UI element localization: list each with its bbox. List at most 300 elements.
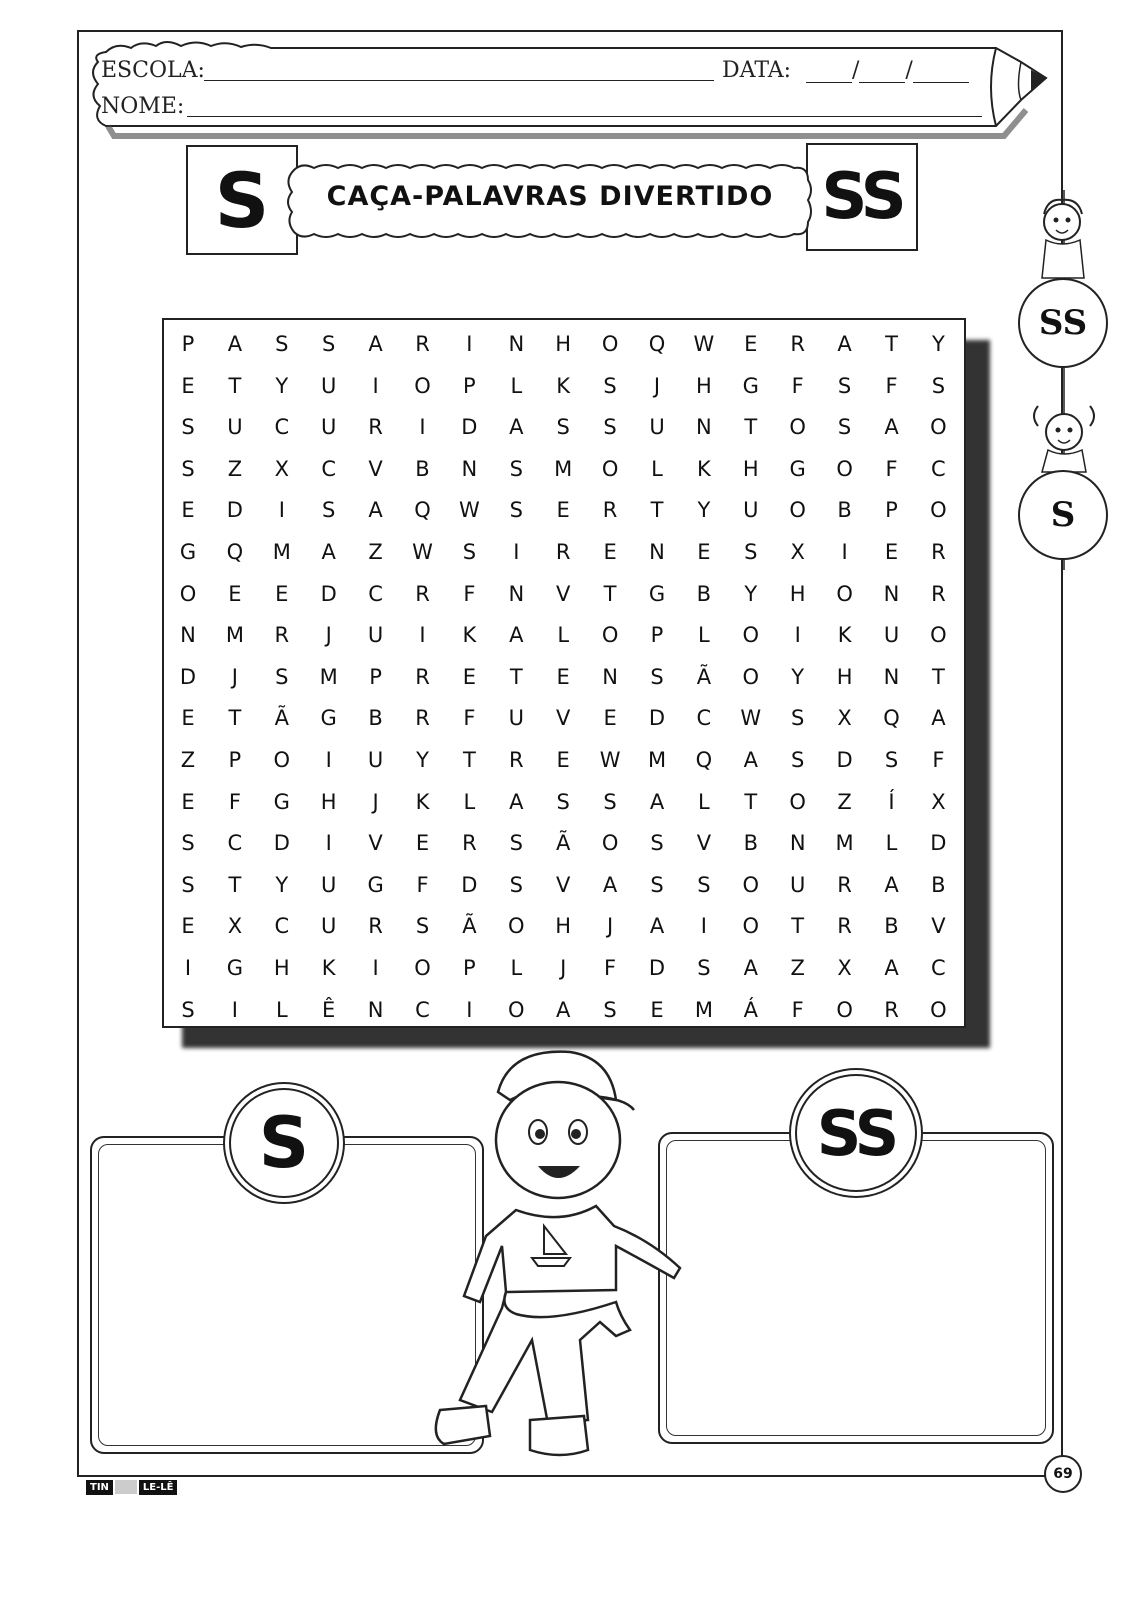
grid-cell[interactable]: T xyxy=(228,706,242,731)
grid-cell[interactable]: O xyxy=(742,664,760,689)
page-number: 69 xyxy=(1053,1466,1073,1482)
name-field[interactable] xyxy=(187,116,982,117)
grid-cell[interactable]: I xyxy=(466,997,473,1022)
grid-cell[interactable]: N xyxy=(883,664,900,689)
grid-cell[interactable]: F xyxy=(932,748,945,772)
grid-cell[interactable]: Z xyxy=(837,789,852,814)
grid-cell[interactable]: R xyxy=(931,540,946,564)
grid-cell[interactable]: A xyxy=(509,415,524,440)
grid-cell[interactable]: A xyxy=(884,956,899,980)
grid-cell[interactable]: J xyxy=(606,914,614,939)
grid-cell[interactable]: G xyxy=(789,456,806,481)
school-field[interactable] xyxy=(204,80,714,81)
grid-cell[interactable]: P xyxy=(369,664,382,689)
grid-cell[interactable]: A xyxy=(321,540,336,564)
grid-cell[interactable]: S xyxy=(415,914,430,939)
grid-cell[interactable]: P xyxy=(463,373,476,398)
grid-cell[interactable]: E xyxy=(556,664,570,689)
grid-cell[interactable]: L xyxy=(698,789,710,814)
grid-cell[interactable]: S xyxy=(181,997,195,1022)
grid-cell[interactable]: R xyxy=(837,914,852,939)
grid-cell[interactable]: T xyxy=(885,332,898,356)
grid-cell[interactable]: S xyxy=(791,748,805,772)
grid-cell[interactable]: E xyxy=(603,540,617,564)
grid-cell[interactable]: O xyxy=(836,997,853,1022)
grid-cell[interactable]: T xyxy=(228,872,242,897)
grid-cell[interactable]: O xyxy=(789,498,806,523)
grid-cell[interactable]: S xyxy=(181,456,195,481)
grid-cell[interactable]: L xyxy=(698,623,710,648)
grid-cell[interactable]: B xyxy=(368,706,383,731)
grid-cell[interactable]: O xyxy=(930,498,947,523)
grid-cell[interactable]: S xyxy=(744,540,758,564)
grid-cell[interactable]: B xyxy=(931,872,946,897)
grid-cell[interactable]: L xyxy=(510,373,523,398)
grid-cell[interactable]: R xyxy=(931,581,946,606)
grid-cell[interactable]: Ã xyxy=(696,664,712,689)
grid-cell[interactable]: S xyxy=(462,540,477,564)
grid-cell[interactable]: T xyxy=(791,914,805,939)
grid-cell[interactable]: O xyxy=(742,914,760,939)
grid-cell[interactable]: O xyxy=(414,956,431,980)
grid-cell[interactable]: H xyxy=(695,373,712,398)
grid-cell[interactable]: R xyxy=(415,664,430,689)
grid-cell[interactable]: G xyxy=(320,706,337,731)
grid-cell[interactable]: K xyxy=(321,956,336,980)
grid-cell[interactable]: I xyxy=(372,956,379,980)
grid-cell[interactable]: W xyxy=(412,540,433,564)
grid-cell[interactable]: O xyxy=(742,623,760,648)
grid-cell[interactable]: L xyxy=(651,456,663,481)
grid-cell[interactable]: S xyxy=(791,706,805,731)
grid-cell[interactable]: X xyxy=(837,956,852,980)
grid-cell[interactable]: N xyxy=(602,664,618,689)
grid-cell[interactable]: V xyxy=(556,706,571,731)
grid-cell[interactable]: L xyxy=(557,623,570,648)
grid-cell[interactable]: S xyxy=(603,415,617,440)
grid-cell[interactable]: A xyxy=(837,332,852,356)
grid-cell[interactable]: U xyxy=(227,415,243,440)
grid-cell[interactable]: O xyxy=(508,914,525,939)
grid-cell[interactable]: S xyxy=(603,373,617,398)
grid-cell[interactable]: T xyxy=(650,498,664,523)
grid-cell[interactable]: R xyxy=(555,540,571,564)
grid-cell[interactable]: B xyxy=(837,498,852,523)
grid-cell[interactable]: D xyxy=(226,498,243,523)
grid-cell[interactable]: N xyxy=(696,415,712,440)
grid-cell[interactable]: Ã xyxy=(462,914,477,939)
grid-cell[interactable]: U xyxy=(321,914,337,939)
grid-cell[interactable]: H xyxy=(836,664,853,689)
grid-cell[interactable]: S xyxy=(181,872,195,897)
grid-cell[interactable]: Y xyxy=(931,332,945,356)
grid-cell[interactable]: R xyxy=(884,997,899,1022)
grid-cell[interactable]: R xyxy=(837,872,852,897)
grid-cell[interactable]: F xyxy=(463,706,476,731)
grid-cell[interactable]: D xyxy=(273,831,290,856)
grid-cell[interactable]: N xyxy=(367,997,384,1022)
grid-cell[interactable]: D xyxy=(930,831,947,856)
grid-cell[interactable]: S xyxy=(322,332,336,356)
grid-cell[interactable]: Ã xyxy=(556,831,571,856)
grid-cell[interactable]: F xyxy=(885,373,898,398)
grid-cell[interactable]: I xyxy=(700,914,707,939)
grid-cell[interactable]: S xyxy=(181,831,195,856)
grid-cell[interactable]: U xyxy=(790,872,806,897)
grid-cell[interactable]: P xyxy=(228,748,242,772)
grid-cell[interactable]: C xyxy=(368,581,383,606)
grid-cell[interactable]: E xyxy=(697,540,711,564)
grid-cell[interactable]: V xyxy=(696,831,712,856)
grid-cell[interactable]: A xyxy=(227,332,243,356)
grid-cell[interactable]: C xyxy=(696,706,712,731)
grid-cell[interactable]: I xyxy=(372,373,379,398)
grid-cell[interactable]: D xyxy=(179,664,197,689)
grid-cell[interactable]: B xyxy=(415,456,430,481)
grid-cell[interactable]: Z xyxy=(368,540,383,564)
grid-cell[interactable]: H xyxy=(320,789,337,814)
grid-cell[interactable]: E xyxy=(650,997,664,1022)
grid-cell[interactable]: O xyxy=(601,623,619,648)
grid-cell[interactable]: F xyxy=(604,956,617,980)
grid-cell[interactable]: R xyxy=(790,332,805,356)
grid-cell[interactable]: O xyxy=(930,415,947,440)
grid-cell[interactable]: X xyxy=(837,706,852,731)
grid-cell[interactable]: T xyxy=(744,789,758,814)
grid-cell[interactable]: Í xyxy=(888,789,895,814)
grid-cell[interactable]: K xyxy=(415,789,430,814)
grid-cell[interactable]: K xyxy=(556,373,571,398)
grid-cell[interactable]: H xyxy=(555,914,572,939)
grid-cell[interactable]: R xyxy=(415,581,430,606)
grid-cell[interactable]: I xyxy=(184,956,192,980)
grid-cell[interactable]: T xyxy=(744,415,758,440)
grid-cell[interactable]: R xyxy=(368,415,383,440)
grid-cell[interactable]: E xyxy=(181,789,195,814)
grid-cell[interactable]: A xyxy=(509,623,524,648)
grid-cell[interactable]: E xyxy=(181,914,195,939)
school-label: ESCOLA: xyxy=(101,58,205,83)
date-field[interactable]: / / xyxy=(806,58,969,83)
grid-cell[interactable]: O xyxy=(836,581,853,606)
grid-cell[interactable]: D xyxy=(320,581,337,606)
grid-cell[interactable]: X xyxy=(931,789,946,814)
grid-cell[interactable]: I xyxy=(231,997,238,1022)
grid-cell[interactable]: Á xyxy=(743,997,758,1022)
grid-cell[interactable]: W xyxy=(740,706,762,731)
grid-cell[interactable]: G xyxy=(273,789,290,814)
grid-cell[interactable]: D xyxy=(461,415,478,440)
grid-cell[interactable]: Q xyxy=(414,498,431,523)
grid-cell[interactable]: B xyxy=(884,914,899,939)
grid-cell[interactable]: V xyxy=(556,581,571,606)
grid-cell[interactable]: S xyxy=(556,415,570,440)
grid-cell[interactable]: K xyxy=(697,456,711,481)
grid-cell[interactable]: U xyxy=(743,498,759,523)
grid-cell[interactable]: S xyxy=(603,789,617,814)
grid-cell[interactable]: A xyxy=(368,498,383,523)
grid-cell[interactable]: I xyxy=(466,332,473,356)
grid-cell[interactable]: H xyxy=(742,456,759,481)
grid-cell[interactable]: H xyxy=(555,332,572,356)
grid-cell[interactable]: U xyxy=(508,706,524,731)
grid-cell[interactable]: I xyxy=(794,623,801,648)
grid-cell[interactable]: N xyxy=(461,456,478,481)
grid-cell[interactable]: Z xyxy=(227,456,243,481)
grid-cell[interactable]: N xyxy=(789,831,806,856)
grid-cell[interactable]: B xyxy=(743,831,758,856)
grid-cell[interactable]: W xyxy=(599,748,621,772)
grid-cell[interactable]: S xyxy=(509,498,523,523)
grid-cell[interactable]: J xyxy=(560,956,567,980)
grid-cell[interactable]: T xyxy=(603,581,617,606)
grid-cell[interactable]: P xyxy=(181,332,195,356)
grid-cell[interactable]: S xyxy=(275,664,289,689)
grid-cell[interactable]: V xyxy=(368,831,383,856)
grid-cell[interactable]: O xyxy=(789,789,806,814)
grid-cell[interactable]: I xyxy=(419,623,426,648)
grid-cell[interactable]: W xyxy=(459,498,480,523)
grid-cell[interactable]: X xyxy=(790,540,805,564)
logo-graphic xyxy=(115,1480,137,1494)
grid-cell[interactable]: K xyxy=(837,623,852,648)
boy-illustration xyxy=(420,1040,700,1480)
grid-cell[interactable]: I xyxy=(419,415,426,440)
grid-cell[interactable]: R xyxy=(368,914,383,939)
grid-cell[interactable]: G xyxy=(179,540,197,564)
grid-cell[interactable]: S xyxy=(650,831,664,856)
grid-cell[interactable]: O xyxy=(179,581,197,606)
grid-cell[interactable]: A xyxy=(884,872,899,897)
grid-cell[interactable]: L xyxy=(510,956,523,980)
grid-cell[interactable]: V xyxy=(556,872,571,897)
grid-cell[interactable]: J xyxy=(231,664,238,689)
grid-cell[interactable]: S xyxy=(697,872,711,897)
grid-cell[interactable]: M xyxy=(647,748,667,772)
grid-cell[interactable]: E xyxy=(275,581,289,606)
grid-cell[interactable]: C xyxy=(931,456,946,481)
grid-cell[interactable]: S xyxy=(603,997,617,1022)
grid-cell[interactable]: Q xyxy=(883,706,900,731)
grid-cell[interactable]: E xyxy=(744,332,758,356)
grid-cell[interactable]: H xyxy=(789,581,806,606)
answer-label-ss: SS xyxy=(795,1074,917,1192)
grid-cell[interactable]: O xyxy=(836,456,853,481)
grid-cell[interactable]: G xyxy=(367,872,384,897)
grid-cell[interactable]: E xyxy=(415,831,430,856)
grid-cell[interactable]: S xyxy=(837,415,852,440)
grid-cell[interactable]: O xyxy=(601,332,619,356)
grid-cell[interactable]: Y xyxy=(416,748,429,772)
grid-cell[interactable]: T xyxy=(462,748,476,772)
grid-cell[interactable]: A xyxy=(509,789,524,814)
grid-cell[interactable]: B xyxy=(696,581,712,606)
grid-cell[interactable]: U xyxy=(367,748,384,772)
grid-cell[interactable]: X xyxy=(227,914,243,939)
grid-cell[interactable]: M xyxy=(694,997,713,1022)
grid-cell[interactable]: Q xyxy=(695,748,713,772)
grid-cell[interactable]: S xyxy=(556,789,570,814)
grid-cell[interactable]: M xyxy=(319,664,338,689)
grid-cell[interactable]: Y xyxy=(275,872,289,897)
grid-cell[interactable]: P xyxy=(650,623,664,648)
grid-cell[interactable]: J xyxy=(372,789,379,814)
grid-cell[interactable]: S xyxy=(697,956,711,980)
grid-cell[interactable]: C xyxy=(227,831,243,856)
grid-cell[interactable]: C xyxy=(274,914,290,939)
grid-cell[interactable]: S xyxy=(650,872,664,897)
grid-cell[interactable]: U xyxy=(883,623,900,648)
grid-cell[interactable]: O xyxy=(601,831,619,856)
grid-cell[interactable]: M xyxy=(554,456,573,481)
grid-cell[interactable]: M xyxy=(272,540,291,564)
grid-cell[interactable]: J xyxy=(325,623,332,648)
grid-cell[interactable]: Z xyxy=(180,748,196,772)
grid-cell[interactable]: S xyxy=(509,831,523,856)
grid-cell[interactable]: A xyxy=(743,748,758,772)
grid-cell[interactable]: F xyxy=(885,456,898,481)
grid-cell[interactable]: M xyxy=(225,623,244,648)
grid-cell[interactable]: F xyxy=(791,997,804,1022)
grid-cell[interactable]: Y xyxy=(275,373,289,398)
grid-cell[interactable]: X xyxy=(274,456,289,481)
grid-cell[interactable]: U xyxy=(367,623,384,648)
grid-cell[interactable]: E xyxy=(556,498,570,523)
grid-cell[interactable]: D xyxy=(648,706,666,731)
grid-cell[interactable]: U xyxy=(649,415,665,440)
grid-cell[interactable]: Q xyxy=(226,540,244,564)
grid-cell[interactable]: E xyxy=(462,664,477,689)
grid-cell[interactable]: O xyxy=(414,373,431,398)
grid-cell[interactable]: F xyxy=(463,581,476,606)
grid-cell[interactable]: O xyxy=(742,872,760,897)
grid-cell[interactable]: R xyxy=(415,706,430,731)
grid-cell[interactable]: V xyxy=(368,456,383,481)
grid-cell[interactable]: C xyxy=(274,415,290,440)
grid-cell[interactable]: G xyxy=(742,373,759,398)
grid-cell[interactable]: U xyxy=(321,415,337,440)
grid-cell[interactable]: N xyxy=(180,623,196,648)
grid-cell[interactable]: A xyxy=(368,332,383,356)
grid-cell[interactable]: A xyxy=(931,706,946,731)
grid-cell[interactable]: S xyxy=(181,415,195,440)
grid-cell[interactable]: C xyxy=(415,997,430,1022)
grid-cell[interactable]: Ã xyxy=(274,706,289,731)
grid-cell[interactable]: S xyxy=(275,332,289,356)
grid-cell[interactable]: G xyxy=(648,581,666,606)
logo-text-tin: TIN xyxy=(86,1480,113,1495)
grid-cell[interactable]: A xyxy=(649,914,665,939)
grid-cell[interactable]: E xyxy=(181,706,195,731)
grid-cell[interactable]: R xyxy=(415,332,430,356)
grid-cell[interactable]: L xyxy=(463,789,476,814)
grid-cell[interactable]: E xyxy=(556,748,570,772)
grid-cell[interactable]: I xyxy=(513,540,520,564)
grid-cell[interactable]: A xyxy=(884,415,899,440)
grid-cell[interactable]: K xyxy=(462,623,477,648)
grid-cell[interactable]: E xyxy=(603,706,617,731)
grid-cell[interactable]: Ê xyxy=(322,997,336,1022)
grid-cell[interactable]: E xyxy=(181,373,195,398)
grid-cell[interactable]: L xyxy=(275,997,288,1022)
grid-cell[interactable]: M xyxy=(835,831,854,856)
grid-cell[interactable]: S xyxy=(650,664,664,689)
grid-cell[interactable]: O xyxy=(273,748,291,772)
grid-cell[interactable]: R xyxy=(602,498,618,523)
grid-cell[interactable]: I xyxy=(841,540,848,564)
grid-cell[interactable]: E xyxy=(228,581,242,606)
grid-cell[interactable]: P xyxy=(463,956,476,980)
grid-cell[interactable]: O xyxy=(930,623,947,648)
grid-cell[interactable]: F xyxy=(228,789,241,814)
pencil-header-shape xyxy=(86,40,1066,140)
grid-cell[interactable]: T xyxy=(228,373,242,398)
side-badge-s: S xyxy=(1018,470,1108,560)
grid-cell[interactable]: F xyxy=(791,373,804,398)
grid-cell[interactable]: N xyxy=(883,581,900,606)
grid-cell[interactable]: U xyxy=(321,872,337,897)
grid-cell[interactable]: E xyxy=(884,540,899,564)
grid-cell[interactable]: S xyxy=(509,872,523,897)
grid-cell[interactable]: S xyxy=(884,748,899,772)
grid-cell[interactable]: O xyxy=(930,997,947,1022)
grid-cell[interactable]: P xyxy=(885,498,898,523)
grid-cell[interactable]: A xyxy=(556,997,571,1022)
grid-cell[interactable]: R xyxy=(462,831,477,856)
grid-cell[interactable]: S xyxy=(837,373,852,398)
grid-cell[interactable]: I xyxy=(325,831,332,856)
grid-cell[interactable]: Y xyxy=(697,498,711,523)
grid-cell[interactable]: A xyxy=(602,872,618,897)
grid-cell[interactable]: D xyxy=(836,748,853,772)
grid-cell[interactable]: C xyxy=(321,456,337,481)
grid-cell[interactable]: N xyxy=(649,540,665,564)
grid-cell[interactable]: Y xyxy=(791,664,805,689)
grid-cell[interactable]: A xyxy=(649,789,665,814)
grid-cell[interactable]: O xyxy=(508,997,525,1022)
grid-cell[interactable]: S xyxy=(931,373,946,398)
grid-cell[interactable]: E xyxy=(181,498,195,523)
grid-cell[interactable]: S xyxy=(509,456,523,481)
grid-cell[interactable]: R xyxy=(509,748,524,772)
grid-cell[interactable]: F xyxy=(416,872,429,897)
grid-cell[interactable]: Q xyxy=(648,332,666,356)
grid-cell[interactable]: L xyxy=(885,831,898,856)
grid-cell[interactable]: O xyxy=(789,415,806,440)
grid-cell[interactable]: U xyxy=(321,373,337,398)
grid-cell[interactable]: N xyxy=(508,581,525,606)
grid-cell[interactable]: I xyxy=(278,498,285,523)
grid-cell[interactable]: Z xyxy=(790,956,805,980)
grid-cell[interactable]: A xyxy=(743,956,758,980)
grid-cell[interactable]: D xyxy=(461,872,478,897)
grid-cell[interactable]: R xyxy=(274,623,290,648)
grid-cell[interactable]: C xyxy=(931,956,946,980)
grid-cell[interactable]: O xyxy=(601,456,619,481)
grid-cell[interactable]: I xyxy=(325,748,332,772)
grid-cell[interactable]: J xyxy=(653,373,661,398)
grid-cell[interactable]: H xyxy=(273,956,290,980)
grid-cell[interactable]: T xyxy=(509,664,523,689)
grid-cell[interactable]: S xyxy=(322,498,336,523)
grid-cell[interactable]: Y xyxy=(744,581,758,606)
grid-cell[interactable]: T xyxy=(931,664,945,689)
grid-cell[interactable]: G xyxy=(226,956,244,980)
grid-cell[interactable]: D xyxy=(648,956,666,980)
grid-cell[interactable]: N xyxy=(508,332,525,356)
grid-cell[interactable]: W xyxy=(693,332,715,356)
grid-cell[interactable]: V xyxy=(931,914,946,939)
